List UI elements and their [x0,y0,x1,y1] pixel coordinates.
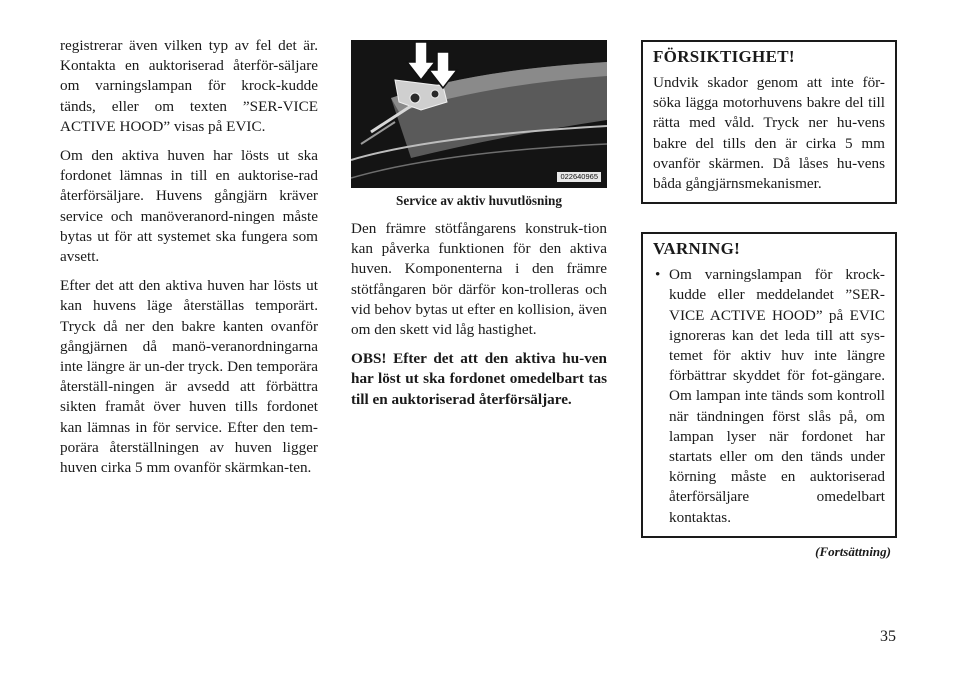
hood-hinge-illustration [351,40,607,188]
caution-box [641,40,897,204]
continued-label: (Fortsättning) [815,543,891,559]
caution-text: Undvik skador genom att inte för-söka lägga motorhuvens bakre del till rätta med våld. Tryck ner hu-vens bakre del tills den är cirka 5 mm ovanför skärmen. Då låses hu-vens båda gångjärnsmekanismer. [653,74,885,193]
note: OBS! Efter det att den aktiva hu-ven har löst ut ska fordonet omedelbart tas till en auktoriserad återförsäljare. [351,350,607,408]
paragraph: Efter det att den aktiva huven har lösts ut kan huvens läge återställas temporärt. Tryck då ner den bakre kanten ovanför gångjärnen då manö-veranordningarna inte längre är un-der tryck. Den temporära återställ-ningen är avsedd att förbättra sikten framåt över huven tills fordonet kan lämnas in för service. Efter den tem-porära återställningen av huven ligger huven cirka 5 mm ovanför skärmkan-ten. [60,277,318,477]
right-column [641,40,897,562]
paragraph: Den främre stötfångarens konstruk-tion kan påverka funktionen för den aktiva huven. Komponenterna i den främre stötfångaren bör därför kon-trolleras och vid behov bytas ut efter en kollision, även om den skett vid låg hastighet. [351,220,607,339]
figure-code: 022640965 [557,172,601,182]
caution-title: FÖRSIKTIGHET! [653,47,795,66]
warning-title: VARNING! [653,239,741,259]
middle-column [351,40,607,419]
figure-caption: Service av aktiv huvutlösning [396,193,562,208]
hood-hinge-figure [351,40,607,188]
paragraph: registrerar även vilken typ av fel det är. Kontakta en auktoriserad återför-säljare om varningslampan för krock-kudde tänds, eller om texten ”SER-VICE ACTIVE HOOD” visas på EVIC. [60,37,318,135]
warning-item: • Om varningslampan för krock-kudde eller meddelandet ”SER-VICE ACTIVE HOOD” på EVIC ignoreras kan det leda till att sys-temet för aktiv huv inte längre förbättrar skyddet för fot-gängare. Om lampan inte tänds som kontroll när tändningen först slås på, om lampan lyser när fordonet har startats eller om den tänds under körning måste en auktoriserad återförsäljare omedelbart kontaktas. [653,265,885,528]
paragraph: Om den aktiva huven har lösts ut ska fordonet lämnas in till en auktorise-rad återförsäljare. Huvens gångjärn kräver service och manöveranord-ningen måste bytas ut för att systemet ska fungera som avsett. [60,147,318,266]
warning-box [641,232,897,538]
left-column [60,36,318,487]
warning-list [653,265,885,528]
page-number: 35 [880,628,896,645]
